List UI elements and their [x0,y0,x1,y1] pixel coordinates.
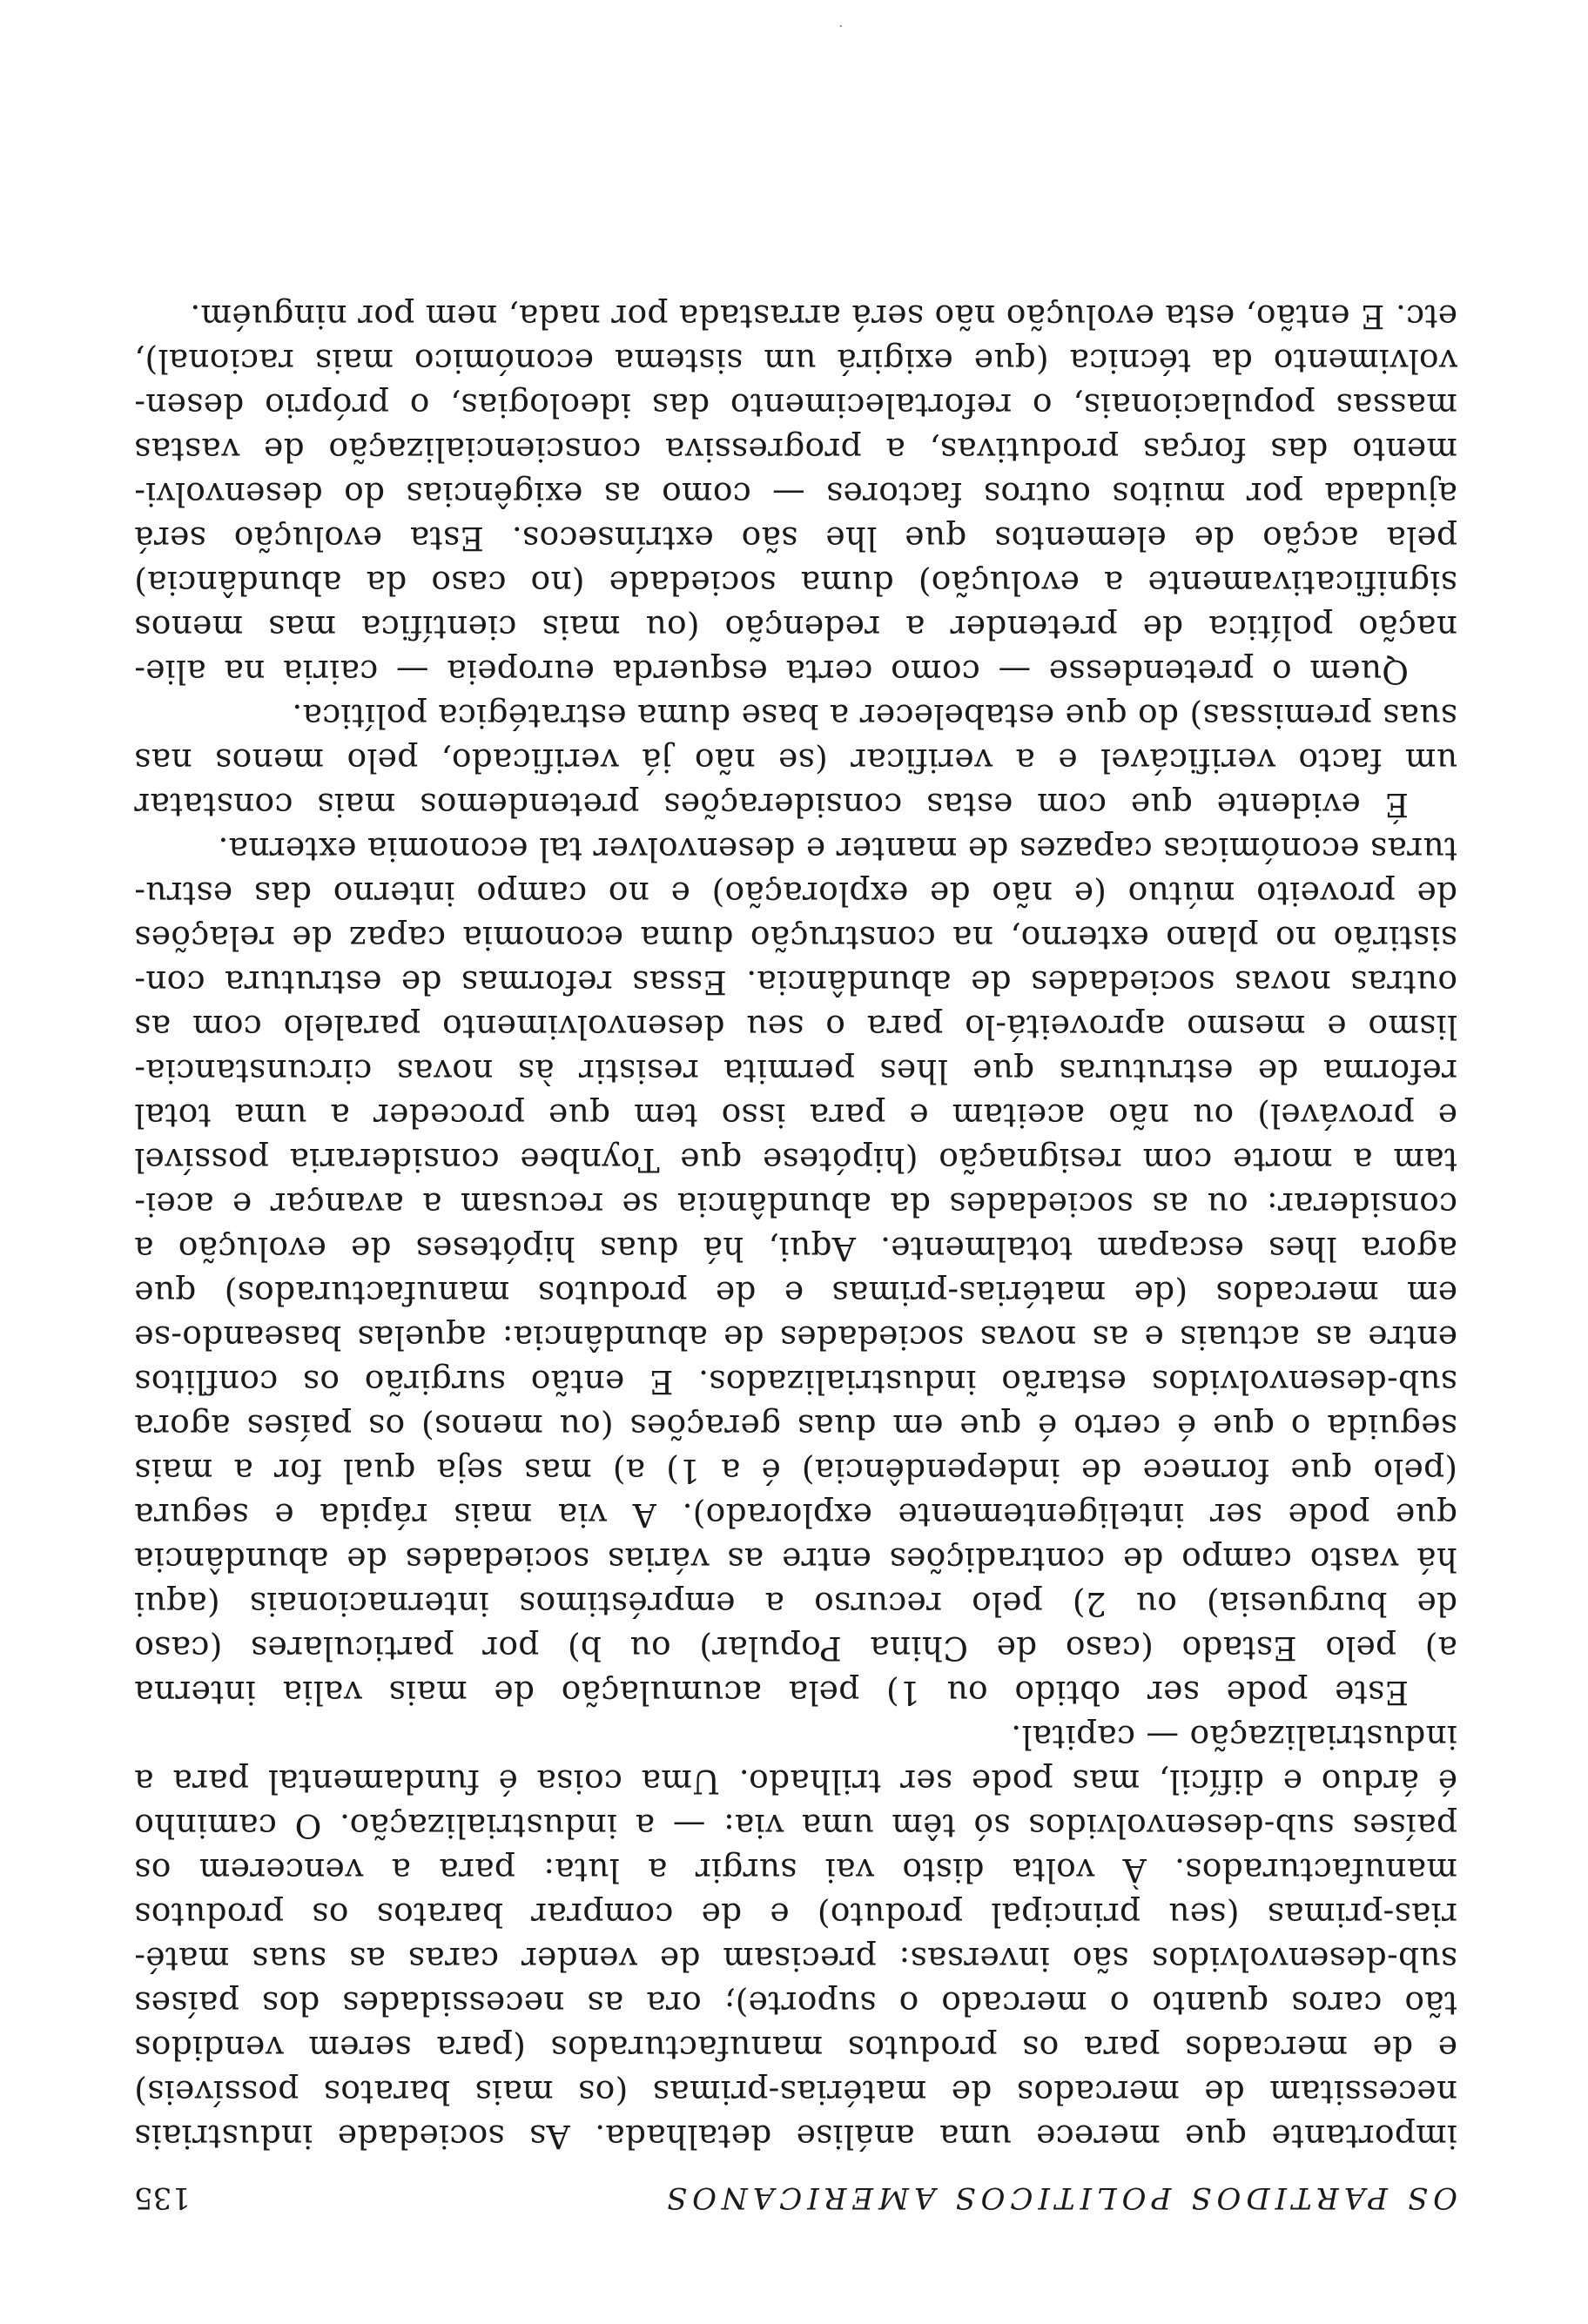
text-line: um facto verificável e a verificar (se não já verificado, pelo menos nas [134,742,1457,780]
text-line: ajudada por muitos outros factores — como as exigências do desenvolvi- [134,475,1457,514]
text-line: e provável) ou não aceitam e para isso tem que proceder a uma total [134,1097,1457,1135]
text-line: É evidente que com estas considerações pretendemos mais constatar [134,786,1409,824]
text-line: é árduo e difícil, mas pode ser trilhado. Uma coisa é fundamental para a [134,1763,1457,1801]
text-line: manufacturados. À volta disto vai surgir a luta: para a vencerem os [134,1851,1457,1890]
text-line: de burguesia) ou 2) pelo recurso a empréstimos internacionais (aqui [134,1585,1457,1623]
text-line: importante que merece uma análise detalhada. As sociedade industriais [134,2118,1457,2156]
text-line: em mercados (de matérias-primas e de produtos manufacturados) que [134,1274,1457,1313]
text-line: há vasto campo de contradições entre as várias sociedades de abundância [134,1541,1457,1579]
text-line: sistirão no plano externo, na construção duma economia capaz de relações [134,919,1457,957]
text-line: outras novas sociedades de abundância. Essas reformas de estrutura con- [134,964,1457,1002]
text-line: entre as actuais e as novas sociedades de abundância: aquelas baseando-se [134,1319,1457,1357]
page-header [134,2163,1457,2215]
text-line: Este pode ser obtido ou 1) pela acumulação de mais valia interna [134,1674,1409,1712]
text-line: industrialização — capital. [1010,1718,1457,1756]
text-line: etc. E então, esta evolução não será arrastada por nada, nem por ninguém. [190,298,1457,336]
text-line: (pelo que fornece de independência) é a 1) a) mas seja qual for a mais [134,1452,1457,1490]
text-line: mento das forças produtivas, a progressiva consciencialização de vastas [134,431,1457,469]
text-line: tão caros quanto o mercado o suporte); ora as necessidades dos países [134,1985,1457,2023]
text-line: necessitam de mercados de matérias-primas (os mais baratos possíveis) [134,2073,1457,2112]
text-line: agora lhes escapam totalmente. Aqui, há duas hipóteses de evolução a [134,1230,1457,1268]
page-number: 135 [134,2180,191,2215]
text-line: tam a morte com resignação (hipótese que Toynbee consideraria possível [134,1141,1457,1179]
text-line: países sub-desenvolvidos só têm uma via: — a industrialização. O caminho [134,1807,1457,1845]
text-line: lismo e mesmo aproveitá-lo para o seu desenvolvimento paralelo com as [134,1008,1457,1046]
text-line: suas premissas) do que estabelecer a base duma estratégica política. [292,697,1457,735]
text-line: massas populacionais, o refortalecimento das ideologias, o próprio desen- [134,386,1457,425]
text-line: volvimento da técnica (que exigirá um sistema económico mais racional), [134,342,1457,380]
text-line: a) pelo Estado (caso de China Popular) ou b) por particulares (caso [134,1629,1457,1668]
text-line: nação política de pretender a redenção (ou mais científica mas menos [134,608,1457,647]
text-line: e de mercados para os produtos manufacturados (para serem vendidos [134,2029,1457,2067]
text-line: considerar: ou as sociedades da abundância se recusam a avançar e acei- [134,1186,1457,1224]
text-line: turas económicas capazes de manter e desenvolver tal economia externa. [218,830,1457,869]
scan-mark: · [838,18,843,32]
text-line: sub-desenvolvidos são inversas: precisam de vender caras as suas maté- [134,1940,1457,1978]
body-text [134,294,1457,2159]
text-line: rias-primas (seu principal produto) e de comprar baratos os produtos [134,1896,1457,1934]
text-line: significativamente a evolução) duma sociedade (no caso da abundância) [134,564,1457,602]
text-line: seguida o que é certo é que em duas gerações (ou menos) os países agora [134,1407,1457,1446]
text-line: sub-desenvolvidos estarão industrializados. E então surgirão os conflitos [134,1363,1457,1401]
text-line: Quem o pretendesse — como certa esquerda europeia — cairia na alie- [134,653,1409,691]
text-line: que pode ser inteligentemente explorado). A via mais rápida e segura [134,1496,1457,1535]
running-title: OS PARTIDOS POLITICOS AMERICANOS [661,2180,1457,2215]
text-line: reforma de estruturas que lhes permita resistir às novas circunstancia- [134,1052,1457,1091]
text-line: de proveito mútuo (e não de exploração) e no campo interno das estru- [134,875,1457,913]
text-line: pela acção de elementos que lhe são extrínsecos. Esta evolução será [134,520,1457,558]
